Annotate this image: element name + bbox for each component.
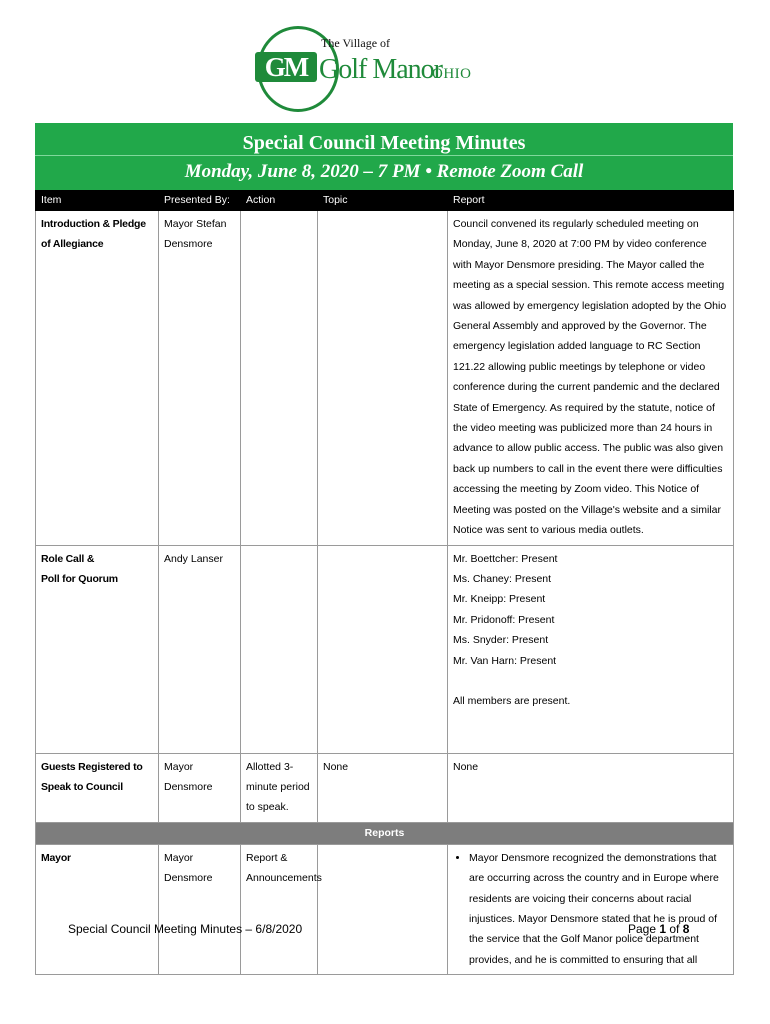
row-action: Allotted 3-minute period to speak.	[241, 753, 318, 822]
report-bullet-list	[453, 848, 728, 970]
logo-name-text: Golf Manor	[319, 54, 442, 85]
table-row	[36, 844, 734, 974]
row-report	[448, 844, 734, 974]
row-action: Report & Announcements	[241, 844, 318, 974]
row-topic: None	[318, 753, 448, 822]
row-presenter: Mayor Densmore	[159, 753, 241, 822]
page-total: 8	[682, 922, 690, 936]
report-bullet: • Mayor Densmore recognized the demonstrations that are occurring across the country and in Europe where residents are voicing their concerns about racial injustices. Mayor Densmore stated that he is proud of the service that the Golf Manor police department provides, and he is committed to ensuring that all	[469, 848, 728, 970]
row-report	[448, 545, 734, 753]
document-title: Special Council Meeting Minutes	[242, 132, 526, 154]
header-presented-by: Presented By:	[159, 191, 241, 211]
footer-title: Special Council Meeting Minutes – 6/8/2020	[68, 922, 303, 936]
row-item: Mayor	[36, 844, 159, 974]
page-prefix: Page	[628, 922, 660, 936]
header-action: Action	[241, 191, 318, 211]
row-item: Introduction & Pledge of Allegiance	[36, 211, 159, 546]
roll-entry: Mr. Kneipp: Present	[453, 593, 546, 606]
header-report: Report	[448, 191, 734, 211]
table-row	[36, 753, 734, 822]
section-header-row	[36, 822, 734, 844]
row-item: Guests Registered to Speak to Council	[36, 753, 159, 822]
roll-entry: Mr. Van Harn: Present	[453, 654, 557, 667]
row-item-line: Poll for Quorum	[41, 572, 118, 585]
table-row	[36, 545, 734, 753]
row-presenter: Mayor Stefan Densmore	[159, 211, 241, 546]
logo-mark: GM	[255, 52, 317, 82]
spacer	[453, 671, 728, 691]
row-item-line: Role Call &	[41, 552, 95, 565]
page-of: of	[666, 922, 683, 936]
row-action	[241, 211, 318, 546]
section-reports-label: Reports	[36, 822, 734, 844]
minutes-table	[35, 190, 734, 975]
quorum-summary: All members are present.	[453, 694, 571, 707]
row-action	[241, 545, 318, 753]
village-logo	[255, 22, 485, 118]
title-banner	[35, 123, 733, 190]
header-topic: Topic	[318, 191, 448, 211]
row-item	[36, 545, 159, 753]
row-presenter: Andy Lanser	[159, 545, 241, 753]
minutes-document	[35, 123, 733, 975]
footer-page-number	[628, 922, 689, 936]
logo-state-text: OHIO	[432, 66, 472, 82]
row-report: Council convened its regularly scheduled meeting on Monday, June 8, 2020 at 7:00 PM by video conference with Mayor Densmore presiding. The Mayor called the meeting as a special session. This remote access meeting was allowed by emergency legislation adopted by the Ohio General Assembly and approved by the Governor. The emergency legislation added language to RC Section 121.22 allowing public meetings by telephone or video conference during the current pandemic and the declared State of Emergency. As required by the statute, notice of the video meeting was publicized more than 24 hours in advance to allow public access. The public was also given back up numbers to call in the event there were difficulties accessing the meeting by Zoom video. This Notice of Meeting was posted on the Village's website and a similar Notice was sent to various media outlets.	[448, 211, 734, 546]
row-topic	[318, 844, 448, 974]
roll-entry: Ms. Chaney: Present	[453, 572, 552, 585]
logo-village-text: The Village of	[321, 36, 391, 50]
page-current: 1	[659, 922, 667, 936]
table-row	[36, 211, 734, 546]
roll-entry: Mr. Pridonoff: Present	[453, 613, 555, 626]
row-presenter: Mayor Densmore	[159, 844, 241, 974]
roll-entry: Ms. Snyder: Present	[453, 634, 549, 647]
header-item: Item	[36, 191, 159, 211]
roll-entry: Mr. Boettcher: Present	[453, 552, 558, 565]
row-topic	[318, 545, 448, 753]
row-report: None	[448, 753, 734, 822]
document-subtitle: Monday, June 8, 2020 – 7 PM • Remote Zoom Call	[35, 155, 733, 190]
row-topic	[318, 211, 448, 546]
table-header-row	[36, 191, 734, 211]
